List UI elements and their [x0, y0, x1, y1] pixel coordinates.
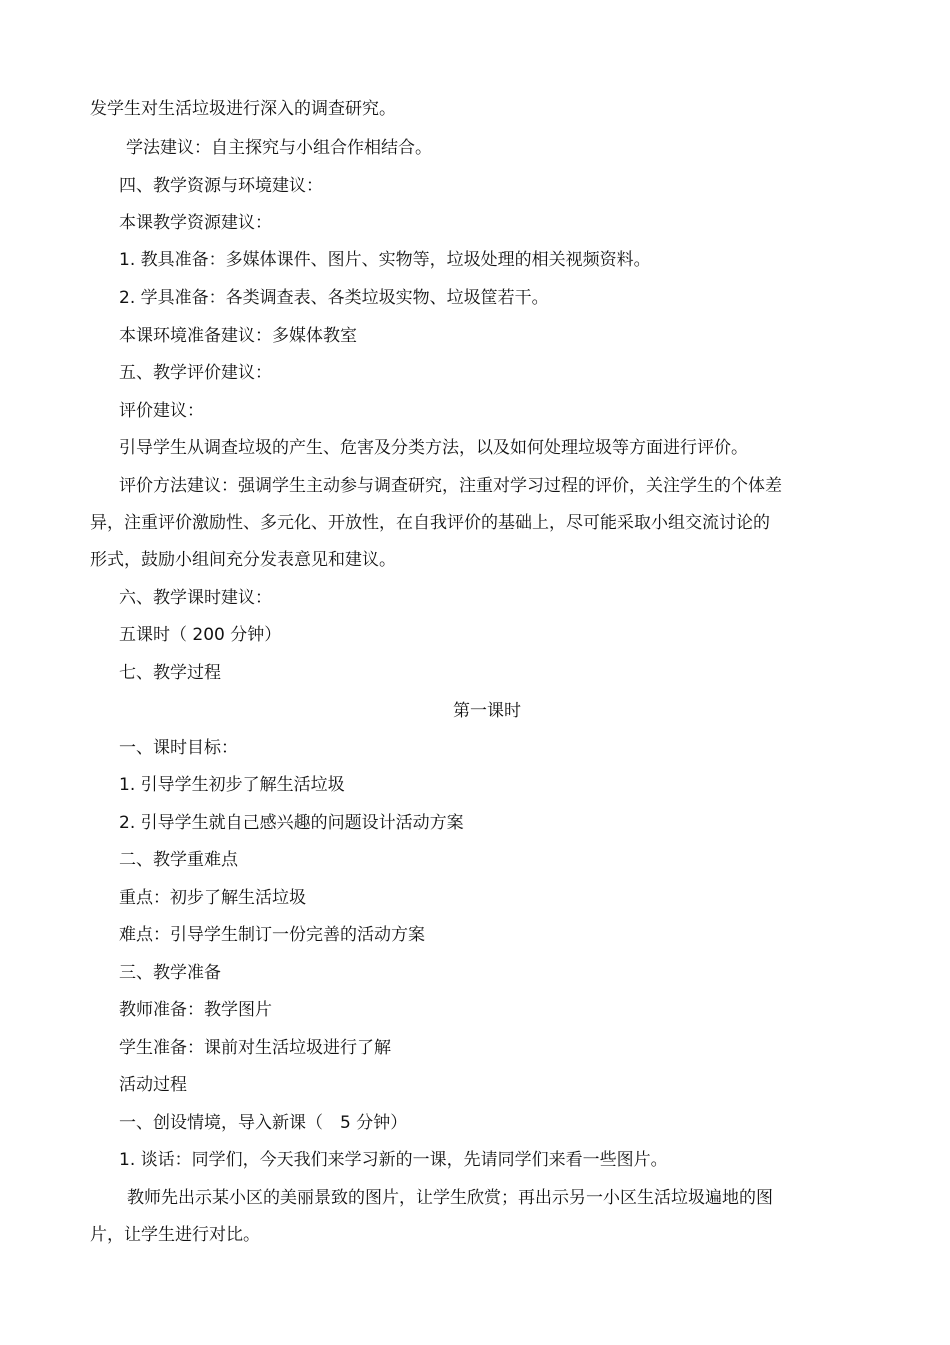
paragraph-line: 评价方法建议：强调学生主动参与调查研究，注重对学习过程的评价，关注学生的个体差 — [119, 476, 782, 496]
section-heading: 一、创设情境，导入新课（ 5 分钟） — [119, 1113, 408, 1133]
paragraph-line: 片，让学生进行对比。 — [90, 1225, 260, 1245]
paragraph-line: 引导学生从调查垃圾的产生、危害及分类方法，以及如何处理垃圾等方面进行评价。 — [119, 438, 748, 458]
section-heading: 二、教学重难点 — [119, 850, 238, 870]
paragraph-line: 形式，鼓励小组间充分发表意见和建议。 — [90, 550, 396, 570]
paragraph-line: 发学生对生活垃圾进行深入的调查研究。 — [90, 99, 396, 119]
list-item: 1. 教具准备：多媒体课件、图片、实物等，垃圾处理的相关视频资料。 — [119, 250, 651, 270]
list-item: 1. 引导学生初步了解生活垃圾 — [119, 775, 345, 795]
paragraph-line: 本课环境准备建议：多媒体教室 — [119, 326, 357, 346]
paragraph-line: 重点：初步了解生活垃圾 — [119, 888, 306, 908]
paragraph-line: 异，注重评价激励性、多元化、开放性，在自我评价的基础上，尽可能采取小组交流讨论的 — [90, 513, 770, 533]
list-item: 2. 学具准备：各类调查表、各类垃圾实物、垃圾筐若干。 — [119, 288, 549, 308]
section-heading: 五、教学评价建议： — [119, 363, 272, 383]
section-heading: 三、教学准备 — [119, 963, 221, 983]
paragraph-line: 本课教学资源建议： — [119, 213, 272, 233]
paragraph-line: 教师先出示某小区的美丽景致的图片，让学生欣赏；再出示另一小区生活垃圾遍地的图 — [127, 1188, 773, 1208]
section-heading: 一、课时目标： — [119, 738, 238, 758]
paragraph-line: 教师准备：教学图片 — [119, 1000, 272, 1020]
paragraph-line: 五课时（ 200 分钟） — [119, 625, 282, 645]
section-heading: 四、教学资源与环境建议： — [119, 176, 323, 196]
paragraph-line: 难点：引导学生制订一份完善的活动方案 — [119, 925, 425, 945]
paragraph-line: 学生准备：课前对生活垃圾进行了解 — [119, 1038, 391, 1058]
lesson-title: 第一课时 — [453, 701, 521, 721]
list-item: 2. 引导学生就自己感兴趣的问题设计活动方案 — [119, 813, 464, 833]
paragraph-line: 学法建议：自主探究与小组合作相结合。 — [126, 138, 432, 158]
list-item: 1. 谈话：同学们，今天我们来学习新的一课，先请同学们来看一些图片。 — [119, 1150, 668, 1170]
section-heading: 活动过程 — [119, 1075, 187, 1095]
section-heading: 七、教学过程 — [119, 663, 221, 683]
section-heading: 六、教学课时建议： — [119, 588, 272, 608]
paragraph-line: 评价建议： — [119, 401, 204, 421]
